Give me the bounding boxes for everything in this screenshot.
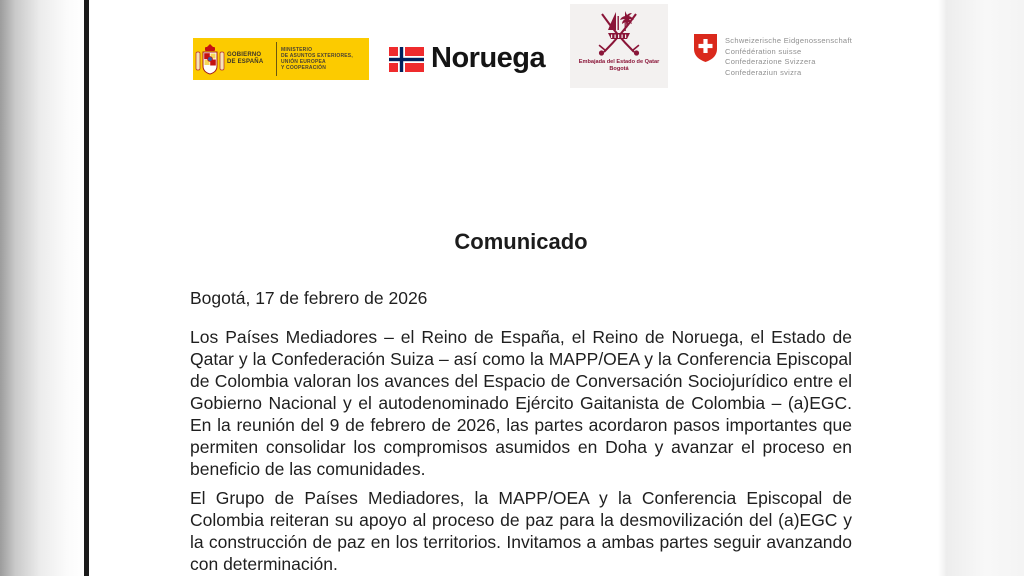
spain-gov-label: GOBIERNO DE ESPAÑA (227, 52, 264, 65)
paragraph-line: permiten consolidar los compromisos asumidos en Doha y avanzar el proceso en (190, 437, 852, 457)
paragraph-line: En la reunión del 9 de febrero de 2026, las partes acordaron pasos importantes que (190, 415, 852, 435)
spain-government-logo (193, 38, 369, 80)
spain-ministry-label: MINISTERIO DE ASUNTOS EXTERIORES, UNIÓN EUROPEA Y COOPERACIÓN (281, 47, 353, 71)
page-left-edge-line (84, 0, 89, 576)
qatar-embassy-logo (570, 4, 668, 88)
paragraph-2 (190, 487, 852, 575)
paragraph-line: Colombia reiteran su apoyo al proceso de paz para la desmovilización del (a)EGC y (190, 510, 852, 530)
swiss-confederation-label: Schweizerische Eidgenossenschaft Confédération suisse Confederazione Svizzera Confederaziun svizra (725, 36, 853, 78)
qatar-embassy-city: Bogotá (609, 66, 629, 72)
paragraph-line: El Grupo de Países Mediadores, la MAPP/OEA y la Conferencia Episcopal de (190, 488, 852, 508)
paragraph-line: con determinación. (190, 554, 338, 574)
page-left-shadow (0, 0, 84, 576)
document-title: Comunicado (454, 229, 588, 254)
spain-coat-of-arms-icon (193, 40, 227, 78)
qatar-embassy-label: Embajada del Estado de Qatar (578, 59, 660, 65)
qatar-emblem-icon (596, 8, 642, 58)
spain-logo-divider (276, 42, 277, 76)
paragraph-line: Qatar y la Confederación Suiza – así como la MAPP/OEA y la Conferencia Episcopal (190, 349, 852, 369)
norway-flag-icon (389, 47, 424, 72)
paragraph-line: beneficio de las comunidades. (190, 459, 426, 479)
swiss-cross-icon (693, 33, 718, 63)
paragraph-line: la construcción de paz en los territorios. Invitamos a ambas partes seguir avanzando (190, 532, 852, 552)
norway-label: Noruega (431, 42, 546, 74)
paragraph-line: Gobierno Nacional y el autodenominado Ejército Gaitanista de Colombia – (a)EGC. (190, 393, 852, 413)
page-right-shadow (938, 0, 1024, 576)
paragraph-line: Los Países Mediadores – el Reino de España, el Reino de Noruega, el Estado de (190, 327, 852, 347)
document-date: Bogotá, 17 de febrero de 2026 (190, 288, 428, 308)
paragraph-line: de Colombia valoran los avances del Espacio de Conversación Sociojurídico entre el (190, 371, 852, 391)
paragraph-1 (190, 326, 852, 480)
